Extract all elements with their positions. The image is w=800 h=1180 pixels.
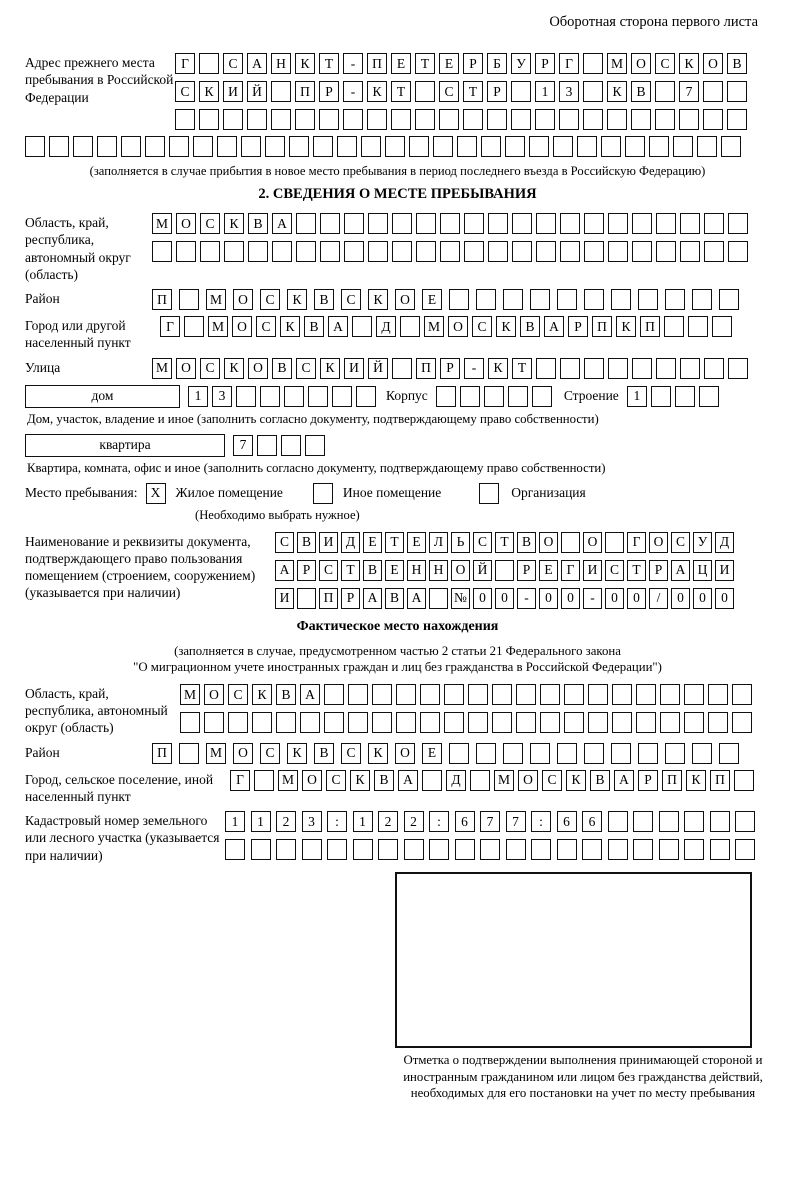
actual-district-row: П М О С К В С К О Е bbox=[152, 743, 739, 764]
actual-region-block bbox=[25, 684, 770, 737]
apartment-caption: Квартира, комната, офис и иное (заполнить согласно документу, подтверждающему право собственности) bbox=[27, 460, 606, 475]
document-rows bbox=[275, 532, 734, 609]
actual-region-row-1: М О С К В А bbox=[180, 684, 752, 705]
actual-city-row: Г М О С К В А Д М О С К В А Р П К П bbox=[230, 770, 754, 791]
document-row-2: А Р С Т В Е Н Н О Й Р Е Г И С Т Р А Ц И bbox=[275, 560, 734, 581]
actual-region-row-2 bbox=[180, 712, 752, 733]
house-row bbox=[25, 385, 770, 408]
korpus-label: Корпус bbox=[386, 388, 428, 404]
stay-other-label: Иное помещение bbox=[342, 485, 442, 501]
actual-location-notes bbox=[25, 643, 770, 676]
cadastral-row-1: 1 1 2 3 : 1 2 2 : 6 7 7 : 6 6 bbox=[225, 811, 755, 832]
actual-region-rows bbox=[180, 684, 752, 733]
actual-city-block bbox=[25, 770, 770, 806]
apartment-cells: 7 bbox=[233, 435, 325, 456]
cadastral-rows bbox=[225, 811, 755, 860]
district-row: П М О С К В С К О Е bbox=[152, 289, 739, 310]
actual-district-label: Район bbox=[25, 744, 60, 760]
region-rows bbox=[152, 213, 748, 262]
region-row-1: М О С К В А bbox=[152, 213, 748, 234]
region-label: Область, край, республика, автономный округ (область) bbox=[25, 215, 131, 282]
actual-district-block bbox=[25, 743, 770, 764]
city-row: Г М О С К В А Д М О С К В А Р П К П bbox=[160, 316, 732, 337]
confirmation-stamp-box bbox=[395, 872, 752, 1048]
prev-address-row-3 bbox=[175, 109, 747, 130]
document-row-1: С В И Д Е Т Е Л Ь С Т В О О Г О С У Д bbox=[275, 532, 734, 553]
prev-address-footnote: (заполняется в случае прибытия в новое место пребывания в период последнего въезда в Российскую Федерацию) bbox=[89, 164, 706, 178]
street-label: Улица bbox=[25, 359, 61, 375]
stay-residential-checkbox: X bbox=[146, 483, 166, 504]
document-block bbox=[25, 532, 770, 609]
city-block bbox=[25, 316, 770, 352]
cadastral-label: Кадастровый номер земельного или лесного участка (указывается при наличии) bbox=[25, 813, 220, 863]
house-cells: 1 3 bbox=[188, 386, 376, 407]
house-box: дом bbox=[25, 385, 180, 408]
document-label: Наименование и реквизиты документа, подтверждающего право пользования помещением (строением, сооружением) (указывается при наличии) bbox=[25, 533, 256, 601]
stay-other-checkbox bbox=[313, 483, 333, 504]
prev-address-row-1: Г С А Н К Т - П Е Т Е Р Б У Р Г М О С К О В bbox=[175, 53, 747, 74]
house-caption: Дом, участок, владение и иное (заполнить согласно документу, подтверждающему право собственности) bbox=[27, 411, 599, 426]
stay-type-note: (Необходимо выбрать нужное) bbox=[195, 507, 360, 522]
apartment-row bbox=[25, 434, 770, 457]
confirmation-stamp-caption: Отметка о подтверждении выполнения принимающей стороной и иностранным гражданином или лицом без гражданства действий, необходимых для его постановки на учет по месту пребывания bbox=[403, 1052, 763, 1101]
document-row-3: И П Р А В А № 0 0 - 0 0 - 0 0 / 0 0 0 bbox=[275, 588, 734, 609]
stay-organization-label: Организация bbox=[511, 485, 586, 501]
stay-organization-checkbox bbox=[479, 483, 499, 504]
section2-title: 2. СВЕДЕНИЯ О МЕСТЕ ПРЕБЫВАНИЯ bbox=[258, 186, 537, 202]
cadastral-row-2 bbox=[225, 839, 755, 860]
actual-location-note-1: (заполняется в случае, предусмотренном частью 2 статьи 21 Федерального закона bbox=[174, 643, 621, 658]
page-header: Оборотная сторона первого листа bbox=[549, 14, 758, 30]
korpus-cells bbox=[436, 386, 552, 407]
actual-location-note-2: "О миграционном учете иностранных граждан и лиц без гражданства в Российской Федерации") bbox=[133, 660, 662, 675]
street-block bbox=[25, 358, 770, 379]
prev-address-rows bbox=[175, 53, 747, 130]
actual-city-label: Город, сельское поселение, иной населенный пункт bbox=[25, 771, 214, 804]
prev-address-row-2: С К И Й П Р - К Т С Т Р 1 3 К В 7 bbox=[175, 81, 747, 102]
actual-region-label: Область, край, республика, автономный округ (область) bbox=[25, 685, 168, 736]
stay-type-label: Место пребывания: bbox=[25, 485, 138, 501]
street-row: М О С К О В С К И Й П Р - К Т bbox=[152, 358, 748, 379]
district-block bbox=[25, 289, 770, 310]
stay-residential-label: Жилое помещение bbox=[175, 485, 283, 501]
district-label: Район bbox=[25, 291, 60, 307]
stroenie-cells: 1 bbox=[627, 386, 719, 407]
stay-type-row bbox=[25, 483, 770, 504]
region-row-2 bbox=[152, 241, 748, 262]
apartment-box: квартира bbox=[25, 434, 225, 457]
region-block bbox=[25, 213, 770, 283]
city-label: Город или другой населенный пункт bbox=[25, 318, 131, 351]
stroenie-label: Строение bbox=[563, 388, 619, 404]
prev-address-label: Адрес прежнего места пребывания в Российской Федерации bbox=[25, 55, 174, 105]
cadastral-block bbox=[25, 811, 770, 864]
prev-address-row-4 bbox=[25, 136, 770, 157]
prev-address-block bbox=[25, 53, 770, 130]
actual-location-title: Фактическое место нахождения bbox=[296, 618, 499, 634]
